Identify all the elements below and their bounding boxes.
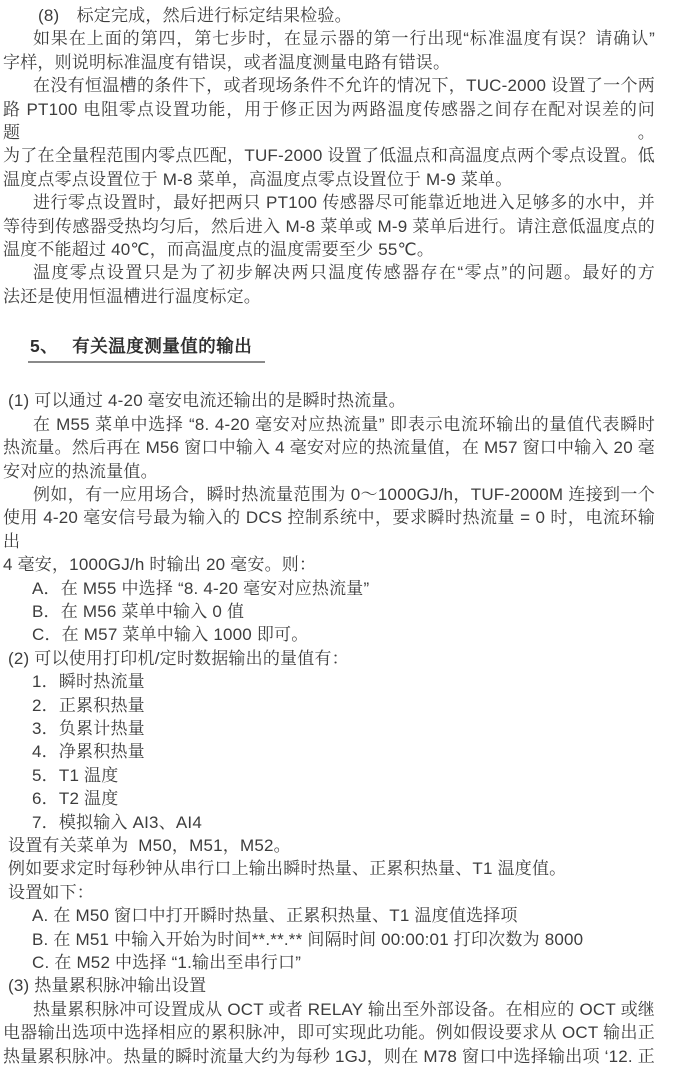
text-line: 如果在上面的第四，第七步时，在显示器的第一行出现“标准温度有误？请确认” — [33, 29, 655, 49]
text-line: 设置有关菜单为 M50，M51，M52。 — [8, 836, 291, 855]
list-item: 1．瞬时热流量 — [32, 672, 145, 692]
text-line: 等待到传感器受热均匀后，然后进入 M-8 菜单或 M-9 菜单后进行。请注意低温度点的 — [3, 216, 655, 236]
section-number: 5、 — [30, 336, 59, 357]
text-line: 字样，则说明标准温度有错误，或者温度测量电路有错误。 — [3, 52, 451, 72]
section-heading — [28, 334, 265, 363]
list-item: C. 在 M52 中选择 “1.输出至串行口” — [32, 953, 302, 973]
list-item: A．在 M55 中选择 “8. 4-20 毫安对应热流量” — [32, 578, 370, 598]
text-line: (1) 可以通过 4-20 毫安电流还输出的是瞬时热流量。 — [8, 391, 406, 411]
output-section — [3, 389, 655, 1068]
list-item: B．在 M56 菜单中输入 0 值 — [32, 601, 245, 621]
list-item: B. 在 M51 中输入开始为时间**.**.** 间隔时间 00:00:01 打印次数为 8000 — [32, 929, 584, 949]
text-line: 热量累积脉冲可设置成从 OCT 或者 RELAY 输出至外部设备。在相应的 OCT 或继 — [33, 999, 655, 1019]
text-line: 热流量。然后再在 M56 窗口中输入 4 毫安对应的热流量值，在 M57 窗口中输入 20 毫 — [3, 438, 655, 458]
text-line: 例如，有一应用场合，瞬时热流量范围为 0～1000GJ/h，TUF-2000M 连接到一个 — [33, 484, 655, 504]
text-line: 4 毫安，1000GJ/h 时输出 20 毫安。则： — [3, 555, 317, 575]
text-line: 为了在全量程范围内零点匹配，TUF-2000 设置了低温点和高温度点两个零点设置。低 — [3, 146, 655, 166]
text-line: 进行零点设置时，最好把两只 PT100 传感器尽可能靠近地进入足够多的水中，并 — [33, 193, 655, 213]
list-item: 3．负累计热量 — [32, 718, 145, 738]
calibration-notes-section — [3, 4, 655, 308]
text-line: (8) 标定完成，然后进行标定结果检验。 — [38, 6, 352, 25]
list-item: 2．正累积热量 — [32, 695, 145, 715]
list-item: 4．净累积热量 — [32, 742, 145, 762]
text-line: 设置如下： — [8, 882, 94, 902]
text-line: 温度不能超过 40℃，而高温度点的温度需要至少 55℃。 — [3, 240, 435, 260]
text-line: 安对应的热流量值。 — [3, 461, 158, 481]
text-line: 在没有恒温槽的条件下，或者现场条件不允许的情况下，TUC-2000 设置了一个两 — [33, 76, 655, 96]
text-line: 温度点零点设置位于 M-8 菜单，高温度点零点设置位于 M-9 菜单。 — [3, 169, 513, 189]
list-item: 7．模拟输入 AI3、AI4 — [32, 812, 203, 832]
list-item: A. 在 M50 窗口中打开瞬时热量、正累积热量、T1 温度值选择项 — [32, 906, 518, 926]
list-item: C．在 M57 菜单中输入 1000 即可。 — [32, 625, 309, 645]
text-line: 温度零点设置只是为了初步解决两只温度传感器存在“零点”的问题。最好的方 — [33, 263, 655, 283]
text-line: 热量累积脉冲。热量的瞬时流量大约为每秒 1GJ，则在 M78 窗口中选择输出项 ‘12. 正 — [3, 1046, 655, 1066]
list-item: 6．T2 温度 — [32, 789, 119, 809]
text-line: (2) 可以使用打印机/定时数据输出的量值有： — [8, 648, 349, 668]
text-line: 电器输出选项中选择相应的累积脉冲，即可实现此功能。例如假设要求从 OCT 输出正 — [3, 1023, 655, 1043]
text-line: 使用 4-20 毫安信号最为输入的 DCS 控制系统中，要求瞬时热流量 = 0 时，电流环输出 — [3, 508, 655, 551]
list-item: 5．T1 温度 — [32, 765, 119, 785]
section-title: 有关温度测量值的输出 — [72, 336, 253, 357]
text-line: 在 M55 菜单中选择 “8. 4-20 毫安对应热流量” 即表示电流环输出的量值代表瞬时 — [33, 414, 655, 434]
section-heading-row — [28, 334, 655, 363]
text-line: 例如要求定时每秒钟从串行口上输出瞬时热量、正累积热量、T1 温度值。 — [8, 859, 567, 879]
text-line: (3) 热量累积脉冲输出设置 — [8, 976, 207, 996]
text-line: 法还是使用恒温槽进行温度标定。 — [3, 286, 261, 306]
text-line: 路 PT100 电阻零点设置功能，用于修正因为两路温度传感器之间存在配对误差的问题。 — [3, 99, 655, 143]
